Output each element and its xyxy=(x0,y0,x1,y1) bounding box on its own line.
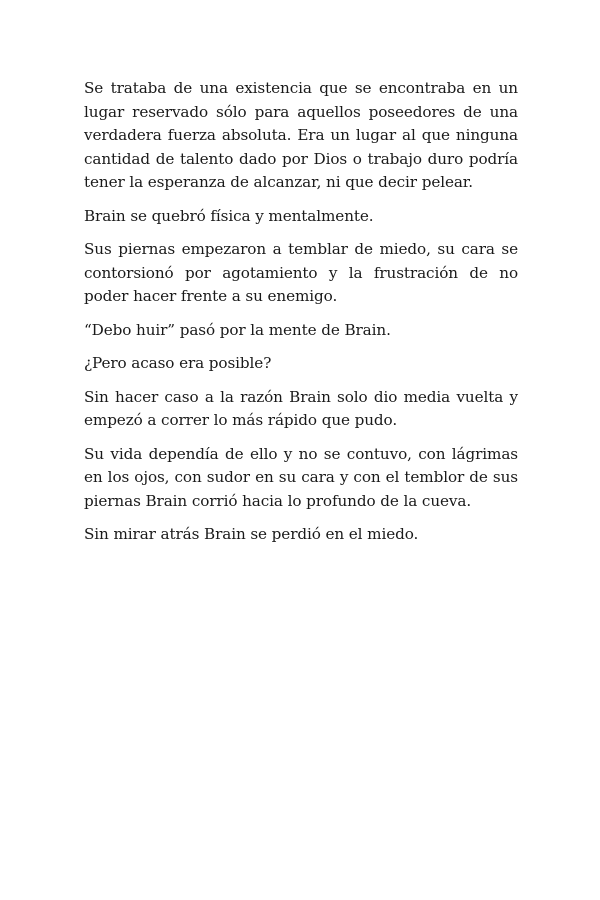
paragraph-3: Sus piernas empezaron a temblar de miedo, su cara se contorsionó por agotamiento y la frustración de no poder hacer frente a su enemigo. xyxy=(84,240,518,305)
document-page xyxy=(84,77,518,557)
paragraph-5: ¿Pero acaso era posible? xyxy=(84,354,272,372)
paragraph-6: Sin hacer caso a la razón Brain solo dio media vuelta y empezó a correr lo más rápido que pudo. xyxy=(84,387,518,429)
paragraph-7: Su vida dependía de ello y no se contuvo, con lágrimas en los ojos, con sudor en su cara y con el temblor de sus piernas Brain corrió hacia lo profundo de la cueva. xyxy=(84,444,518,510)
paragraph-2: Brain se quebró física y mentalmente. xyxy=(84,206,374,225)
paragraph-8: Sin mirar atrás Brain se perdió en el miedo. xyxy=(84,525,419,543)
paragraph-4: “Debo huir” pasó por la mente de Brain. xyxy=(84,320,391,339)
paragraph-1: Se trataba de una existencia que se encontraba en un lugar reservado sólo para aquellos poseedores de una verdadera fuerza absoluta. Era un lugar al que ninguna cantidad de talento dado por Dios o trabajo duro podría tener la esperanza de alcanzar, ni que decir pelear. xyxy=(84,79,518,191)
